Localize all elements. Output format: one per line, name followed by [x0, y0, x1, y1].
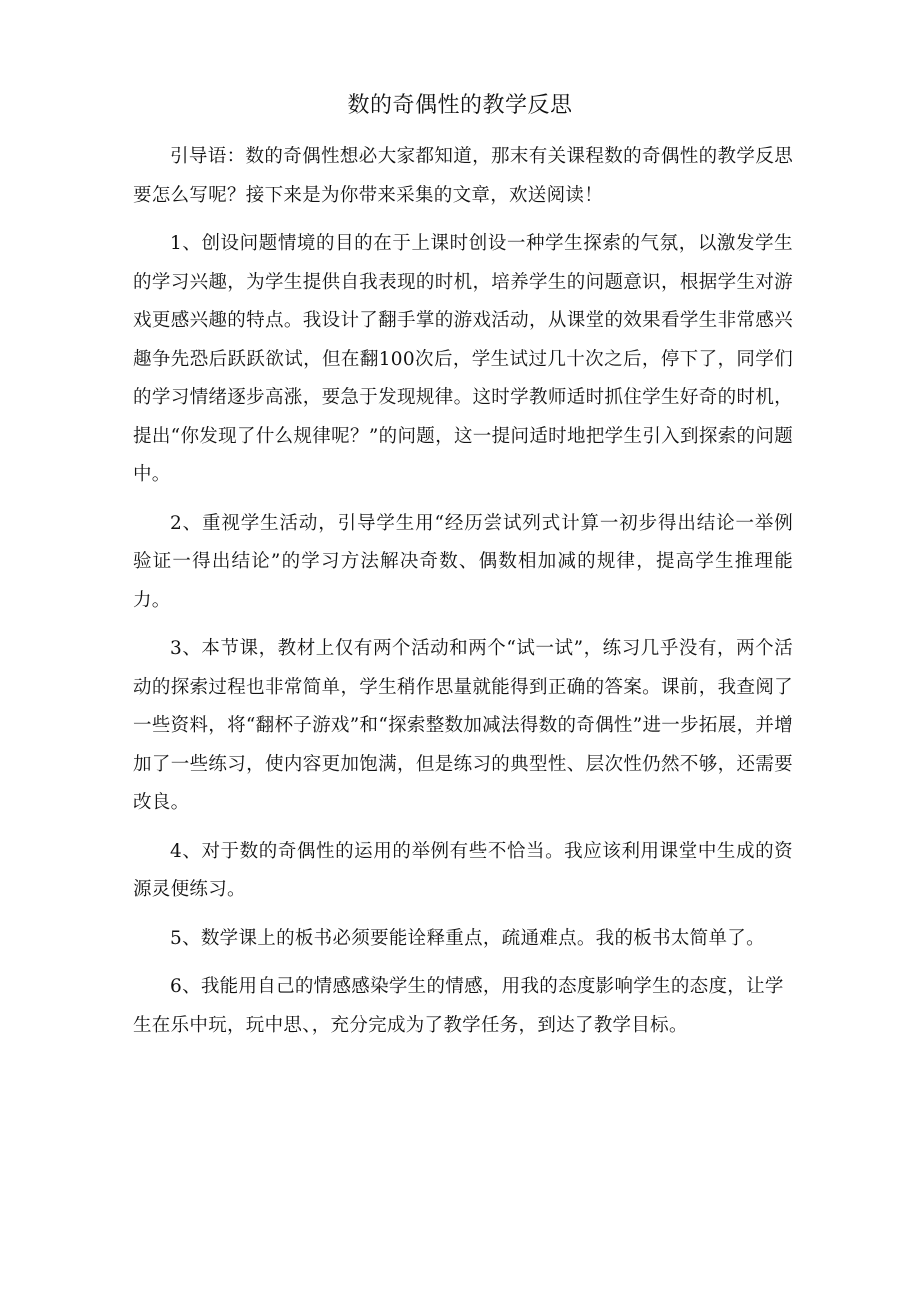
paragraph-3: 3、本节课，教材上仅有两个活动和两个“试一试”，练习几乎没有，两个活动的探索过程也非常简单，学生稍作思量就能得到正确的答案。课前，我查阅了一些资料，将“翻杯子游戏”和“探索整数加减法得数的奇偶性”进一步拓展，并增加了一些练习，使内容更加饱满，但是练习的典型性、层次性仍然不够，还需要改良。	[133, 638, 793, 813]
document-title: 数的奇偶性的教学反思	[347, 93, 573, 118]
paragraph-2: 2、重视学生活动，引导学生用“经历尝试列式计算一初步得出结论一举例验证一得出结论”的学习方法解决奇数、偶数相加减的规律，提高学生推理能力。	[133, 512, 793, 611]
paragraph-6: 6、我能用自己的情感感染学生的情感，用我的态度影响学生的态度，让学生在乐中玩，玩中思、，充分完成为了教学任务，到达了教学目标。	[133, 976, 784, 1036]
intro-paragraph: 引导语：数的奇偶性想必大家都知道，那末有关课程数的奇偶性的教学反思要怎么写呢？接下来是为你带来采集的文章，欢送阅读！	[133, 146, 793, 206]
paragraph-4: 4、对于数的奇偶性的运用的举例有些不恰当。我应该利用课堂中生成的资源灵便练习。	[133, 840, 793, 900]
paragraph-1: 1、创设问题情境的目的在于上课时创设一种学生探索的气氛，以激发学生的学习兴趣，为学生提供自我表现的时机，培养学生的问题意识，根据学生对游戏更感兴趣的特点。我设计了翻手掌的游戏活动，从课堂的效果看学生非常感兴趣争先恐后跃跃欲试，但在翻100次后，学生试过几十次之后，停下了，同学们的学习情绪逐步高涨，要急于发现规律。这时学教师适时抓住学生好奇的时机，提出“你发现了什么规律呢？”的问题，这一提问适时地把学生引入到探索的问题中。	[133, 233, 793, 485]
document-body	[133, 138, 793, 1045]
paragraph-5: 5、数学课上的板书必须要能诠释重点，疏通难点。我的板书太简单了。	[170, 927, 765, 949]
